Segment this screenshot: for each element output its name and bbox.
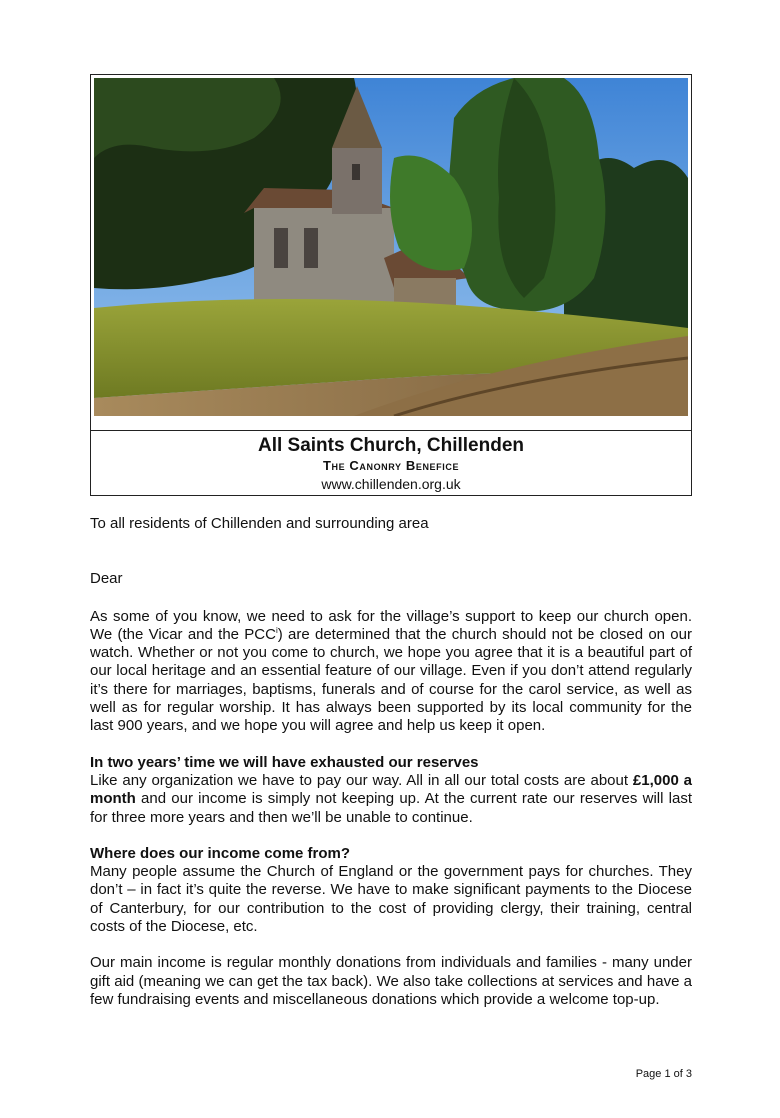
salutation: Dear: [90, 570, 123, 588]
letter-body: [90, 515, 692, 1009]
address-line: To all residents of Chillenden and surrounding area: [90, 515, 429, 532]
letter-page: [90, 74, 692, 1009]
letterhead: [90, 74, 692, 496]
letterhead-text: [91, 431, 691, 495]
paragraph-costs-b: and our income is simply not keeping up. At the current rate our reserves will last for three more years and then we’ll be unable to continue.: [90, 790, 692, 826]
heading-income: Where does our income come from?: [90, 844, 351, 862]
page-number: Page 1 of 3: [635, 1068, 692, 1080]
paragraph-support: [90, 608, 692, 736]
website-url[interactable]: www.chillenden.org.uk: [321, 476, 461, 492]
paragraph-costs: [90, 772, 692, 827]
heading-reserves: In two years’ time we will have exhausted our reserves: [90, 753, 479, 771]
church-title: All Saints Church, Chillenden: [257, 435, 525, 456]
paragraph-donations: Our main income is regular monthly donations from individuals and families - many under gift aid (meaning we can get the tax back). We also take collections at services and have a few fundraising events and miscellaneous donations which provide a welcome top-up.: [90, 954, 692, 1008]
benefice-subtitle: The Canonry Benefice: [322, 458, 460, 473]
paragraph-support-a: As some of you know, we need to ask for the village’s support to keep our church open. We (the Vicar and the PCC: [90, 607, 692, 643]
paragraph-payments: Many people assume the Church of England or the government pays for churches. They don’t – in fact it’s quite the reverse. We have to make significant payments to the Diocese of Canterbury, for our contribution to the cost of providing clergy, their training, central costs of the Diocese, etc.: [90, 863, 692, 936]
paragraph-support-b: ) are determined that the church should not be closed on our watch. Whether or not you come to church, we hope you agree that it is a beautiful part of our local heritage and an essential feature of our village. Even if you don’t attend regularly it’s there for marriages, baptisms, funerals and of course for the carol service, as well as well as for regular worship. It has always been supported by its local community for the last 900 years, and we hope you will agree and help us keep it open.: [90, 625, 692, 735]
paragraph-costs-a: Like any organization we have to pay our way. All in all our total costs are about: [90, 771, 633, 789]
endnote-marker[interactable]: i: [275, 625, 278, 635]
church-photo: [91, 75, 691, 431]
monthly-cost: £1,000 a month: [90, 771, 693, 808]
church-photo-icon: [94, 78, 688, 416]
